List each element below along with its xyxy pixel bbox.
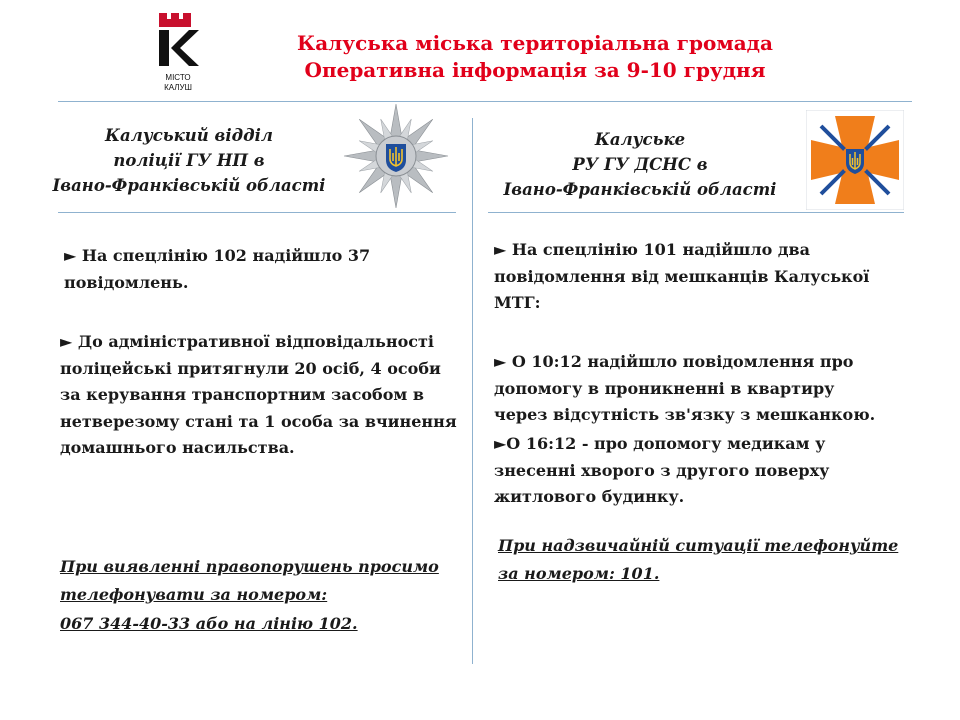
title-line-report: Оперативна інформація за 9-10 грудня bbox=[304, 58, 766, 82]
column-divider bbox=[472, 118, 473, 664]
police-star-emblem-icon bbox=[343, 103, 449, 209]
svg-text:КАЛУШ: КАЛУШ bbox=[164, 83, 192, 92]
police-contact-note: При виявленні правопорушень просимо телефонувати за номером: bbox=[60, 557, 439, 604]
title-line-community: Калуська міська територіальна громада bbox=[297, 31, 773, 55]
top-divider bbox=[58, 101, 912, 102]
left-heading-divider bbox=[58, 212, 456, 213]
police-liability-paragraph: ► До адміністративної відповідальності поліцейські притягнули 20 осіб, 4 особи за керування транспортним засобом в нетверезому стані та 1 особа за вчинення домашнього насильства. bbox=[60, 332, 457, 457]
dsns-medical-call-paragraph: ►О 16:12 - про допомогу медикам у знесенні хворого з другого поверху житлового будинку. bbox=[494, 434, 830, 506]
right-heading-divider bbox=[488, 212, 904, 213]
page-title bbox=[230, 30, 840, 84]
police-heading: Калуський відділ поліції ГУ НП в Івано-Франківській області bbox=[52, 126, 326, 195]
svg-text:МІСТО: МІСТО bbox=[165, 73, 191, 82]
city-logo bbox=[156, 10, 200, 96]
dsns-cross-emblem-icon bbox=[806, 110, 904, 210]
dsns-calls-paragraph: ► На спецлінію 101 надійшло два повідомлення від мешканців Калуської МТГ: bbox=[494, 240, 870, 312]
dsns-apartment-call-paragraph: ► О 10:12 надійшло повідомлення про допомогу в проникненні в квартиру через відсутність зв'язку з мешканкою. bbox=[494, 352, 876, 424]
police-phone-number: 067 344-40-33 або на лінію 102. bbox=[60, 614, 358, 633]
dsns-heading: Калуське РУ ГУ ДСНС в Івано-Франківській області bbox=[503, 130, 777, 199]
dsns-contact-note: При надзвичайній ситуації телефонуйте за номером: 101. bbox=[498, 536, 899, 583]
police-calls-paragraph: ► На спецлінію 102 надійшло 37 повідомлень. bbox=[64, 246, 371, 292]
